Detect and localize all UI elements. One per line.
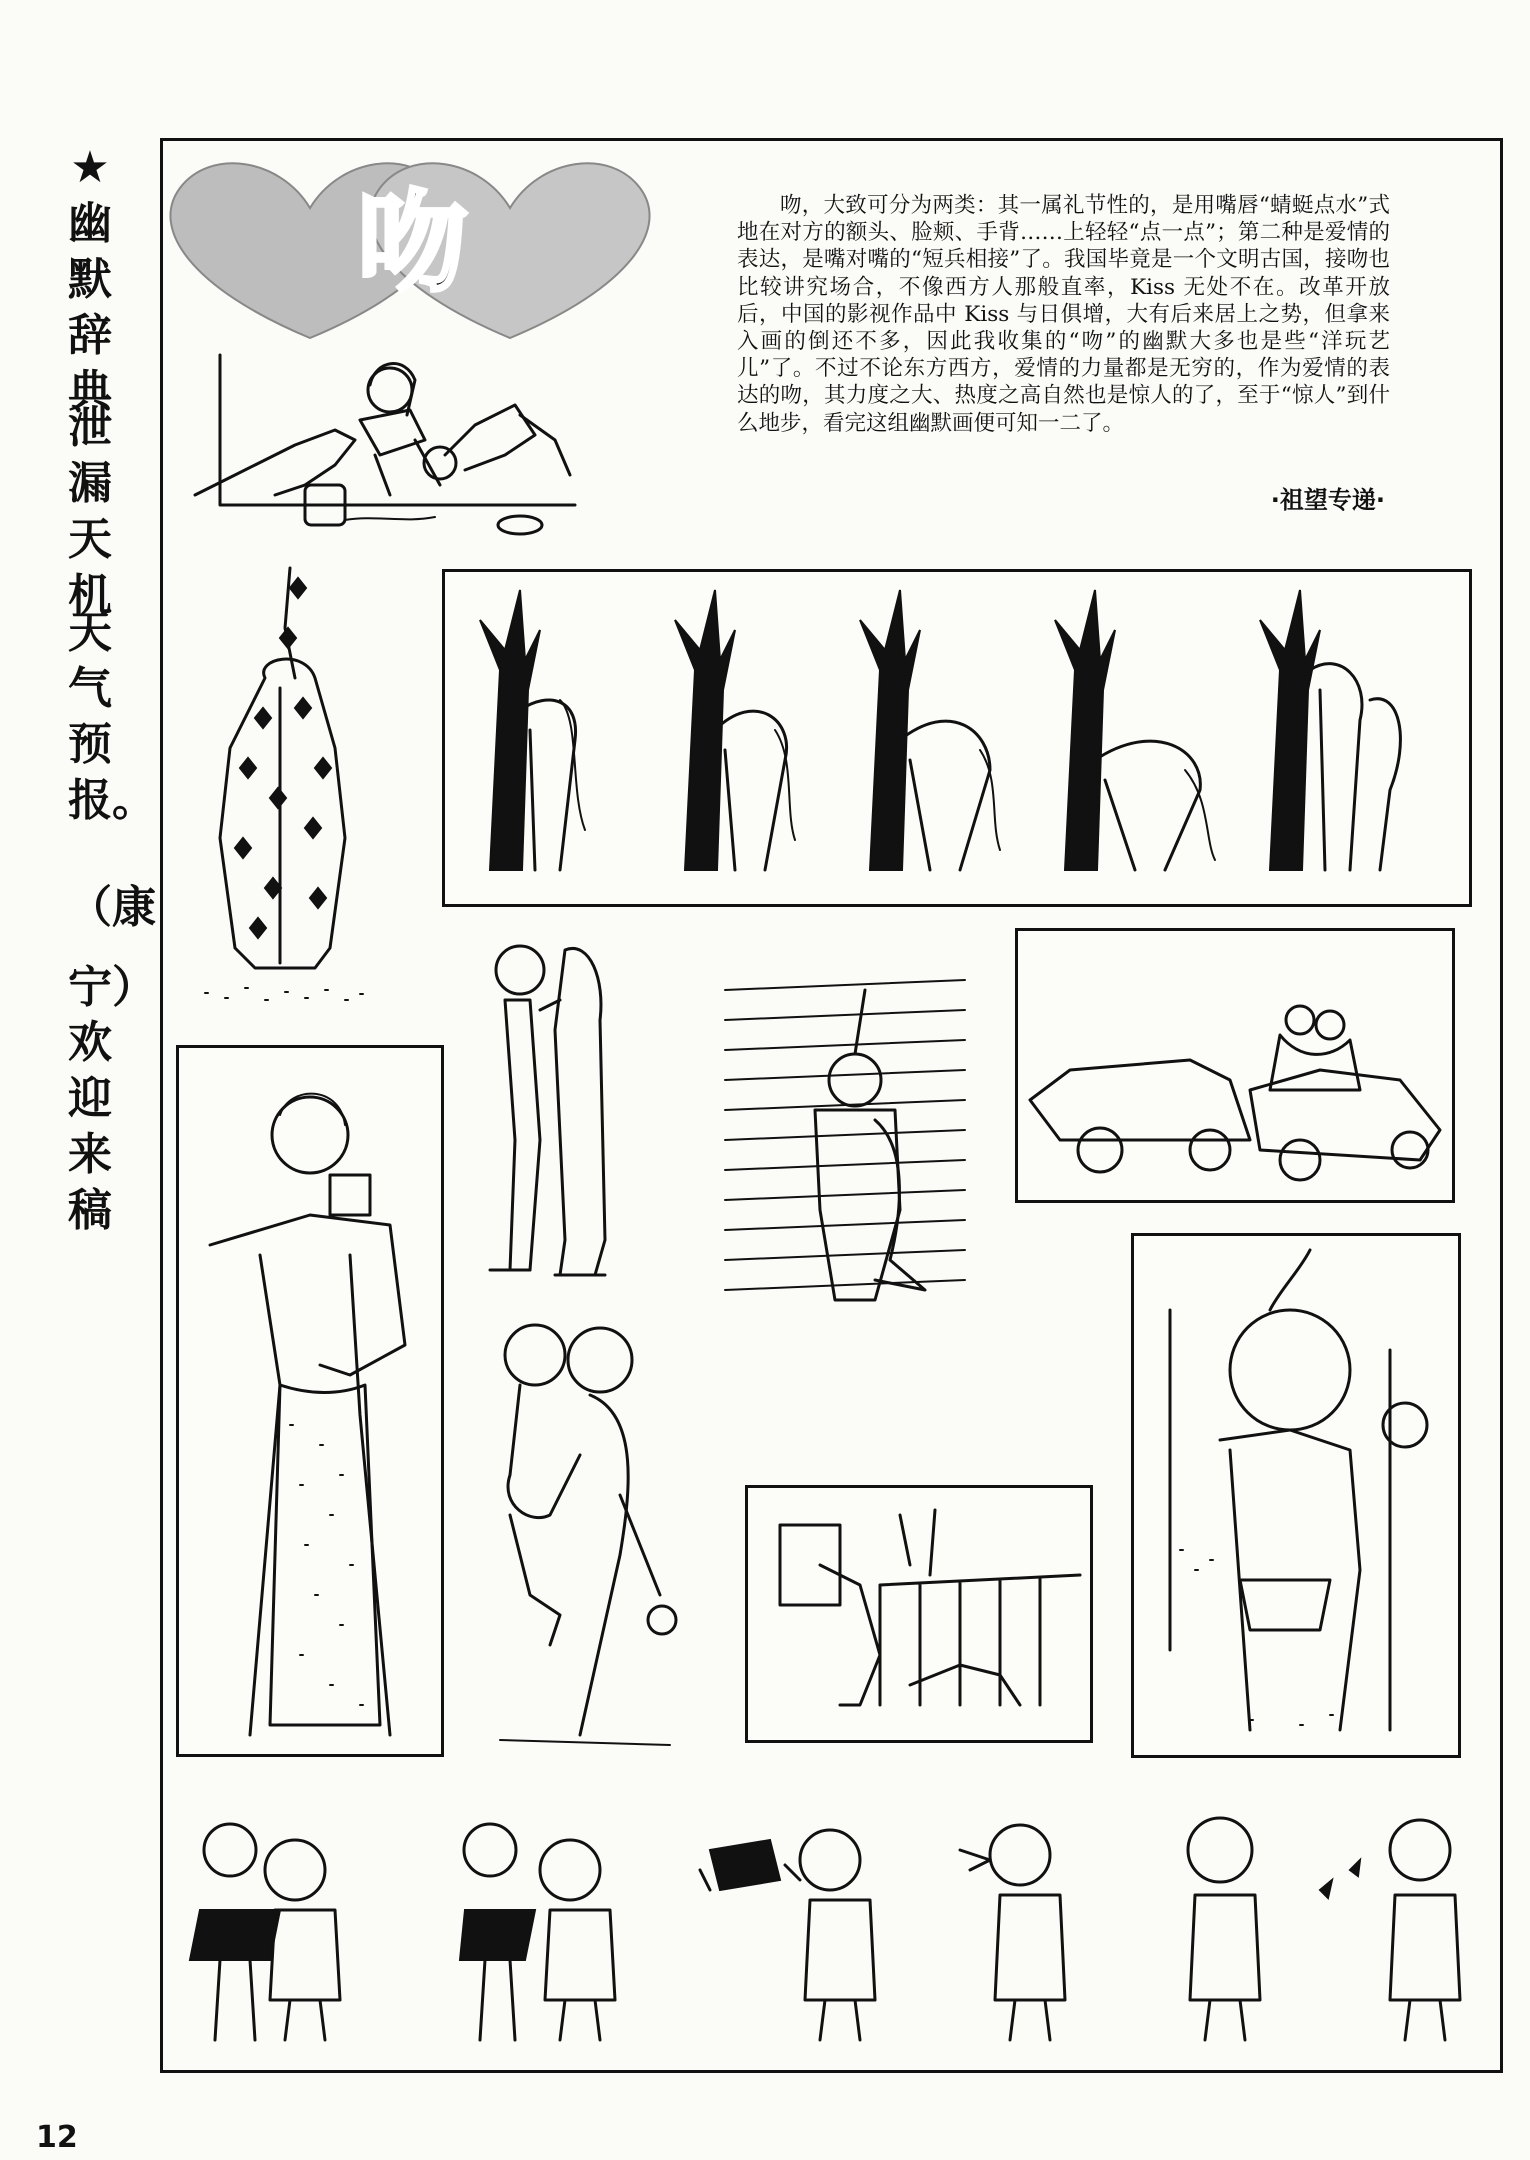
byline: ·祖望专递· <box>1270 486 1385 514</box>
cartoon-tree-sequence <box>460 590 1460 890</box>
intro-paragraph: 吻，大致可分为两类：其一属礼节性的，是用嘴唇“蜻蜓点水”式地在对方的额头、脸颊、手背……上轻轻“点一点”；第二种是爱情的表达，是嘴对嘴的“短兵相接”了。我国毕竟是一个文明古国，接吻也比较讲究场合，不像西方人那般直率，Kiss 无处不在。改革开放后，中国的影视作品中 Kiss 与日俱增，大有后来居上之势，但拿来入画的倒还不多，因此我收集的“吻”的幽默大多也是些“洋玩艺儿”了。不过不论东方西方，爱情的力量都是无穷的，作为爱情的表达的吻，其力度之大、热度之高自然也是惊人的了，至于“惊人”到什么地步，看完这组幽默画便可知一二了。 <box>737 193 1390 436</box>
sidebar-forecast: 天气预报。 <box>68 607 156 826</box>
cartoon-bald-man <box>1150 1250 1440 1740</box>
cartoon-ivy-couple <box>195 568 375 1008</box>
cartoon-dance-couple <box>190 1085 430 1745</box>
sidebar-author-1: （康 <box>68 882 156 933</box>
cartoon-floor-kiss <box>175 345 575 545</box>
sidebar-author-2: 宁） <box>68 962 156 1013</box>
cartoon-diver-mermaid <box>725 980 965 1310</box>
star-icon: ★ <box>70 142 110 193</box>
article-title: 吻 <box>357 179 468 307</box>
sidebar-dictionary: 幽默辞典 <box>68 198 112 417</box>
cartoon-window-dog <box>760 1505 1080 1725</box>
cartoon-car-kiss <box>1030 990 1440 1190</box>
sidebar-welcome: 欢迎来稿 <box>68 1017 112 1236</box>
cartoon-flower-couple <box>490 1315 680 1755</box>
cartoon-bottom-strip <box>180 1810 1480 2050</box>
page-number: 12 <box>36 2120 78 2155</box>
cartoon-tall-couple <box>470 940 640 1280</box>
sidebar-secret: 泄漏天机 <box>68 402 112 621</box>
sidebar-column <box>60 140 120 196</box>
